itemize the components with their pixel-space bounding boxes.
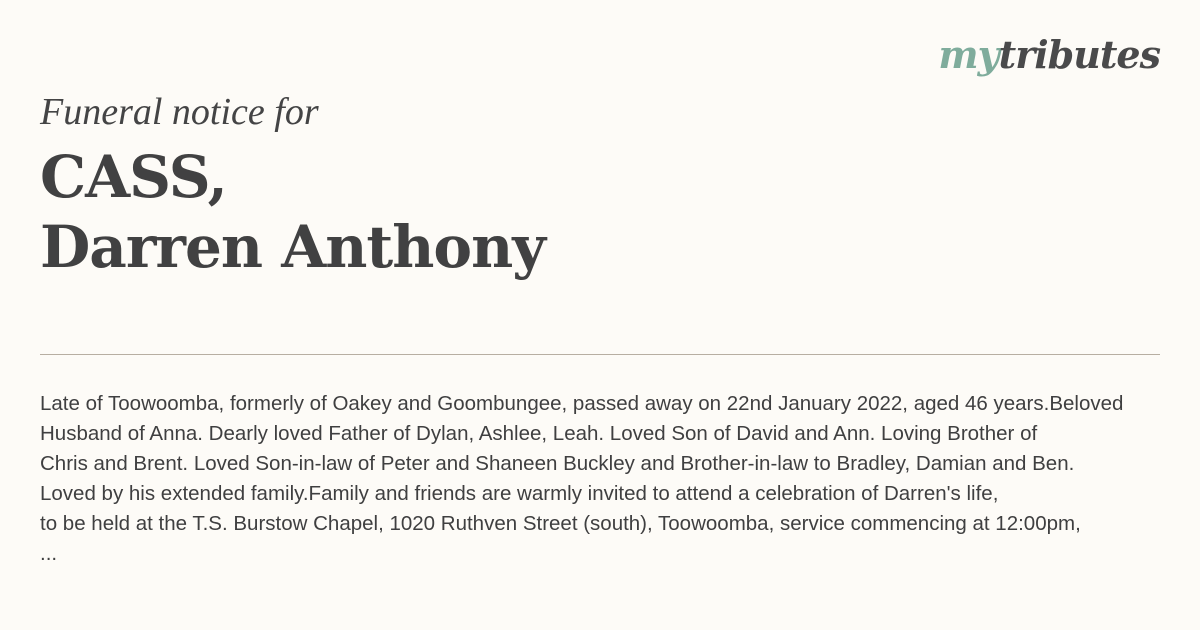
deceased-surname: CASS, bbox=[40, 143, 227, 211]
notice-body-line: Late of Toowoomba, formerly of Oakey and Goombungee, passed away on 22nd January 2022, aged 46 years.Beloved bbox=[40, 392, 1124, 415]
deceased-given-names: Darren Anthony bbox=[40, 213, 545, 281]
notice-body-line: Chris and Brent. Loved Son-in-law of Peter and Shaneen Buckley and Brother-in-law to Bradley, Damian and Ben. bbox=[40, 452, 1075, 475]
notice-body bbox=[40, 389, 1200, 569]
notice-body-ellipsis: ... bbox=[40, 542, 58, 565]
notice-label: Funeral notice for bbox=[40, 91, 319, 133]
notice-body-line: Loved by his extended family.Family and friends are warmly invited to attend a celebration of Darren's life, bbox=[40, 482, 999, 505]
notice-body-line: Husband of Anna. Dearly loved Father of Dylan, Ashlee, Leah. Loved Son of David and Ann. Loving Brother of bbox=[40, 422, 1038, 445]
mytributes-logo[interactable] bbox=[938, 32, 1160, 77]
notice-body-line: to be held at the T.S. Burstow Chapel, 1020 Ruthven Street (south), Toowoomba, service commencing at 12:00pm, bbox=[40, 512, 1081, 535]
divider bbox=[40, 354, 1160, 355]
logo-my-text: my bbox=[938, 32, 999, 77]
logo-tributes-text: tributes bbox=[998, 32, 1160, 77]
